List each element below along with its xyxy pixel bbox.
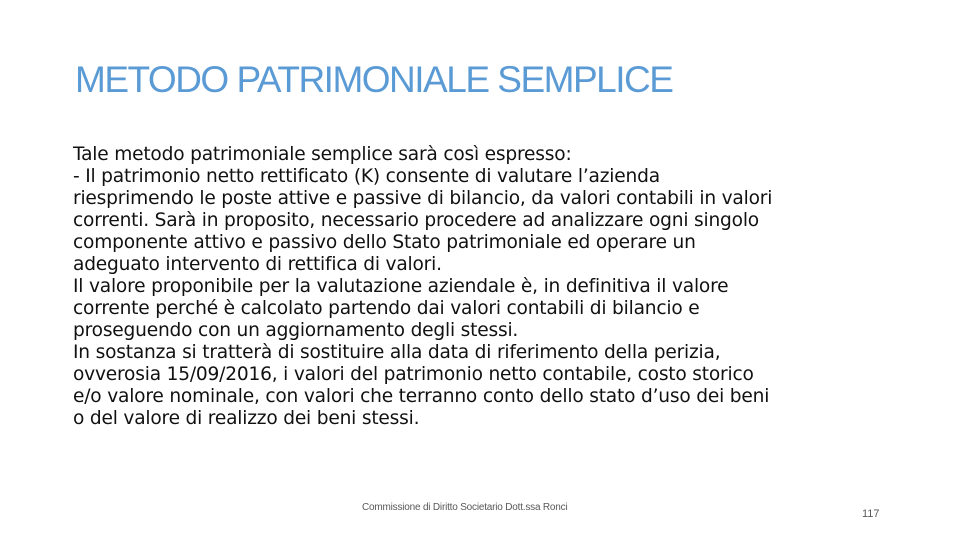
body-line: riesprimendo le poste attive e passive di bilancio, da valori contabili in valori	[73, 188, 773, 209]
slide-body-text	[73, 144, 908, 430]
body-line: Il valore proponibile per la valutazione aziendale è, in definitiva il valore	[73, 276, 729, 297]
body-line: Tale metodo patrimoniale semplice sarà così espresso:	[73, 144, 572, 165]
body-line: o del valore di realizzo dei beni stessi.	[73, 408, 420, 429]
page-number: 117	[862, 508, 880, 520]
body-line: - Il patrimonio netto rettificato (K) consente di valutare l’azienda	[73, 166, 660, 187]
body-line: ovverosia 15/09/2016, i valori del patrimonio netto contabile, costo storico	[73, 364, 754, 385]
slide-footer: Commissione di Diritto Societario Dott.ssa Ronci	[362, 502, 568, 513]
body-line: e/o valore nominale, con valori che terranno conto dello stato d’uso dei beni	[73, 386, 770, 407]
body-line: corrente perché è calcolato partendo dai valori contabili di bilancio e	[73, 298, 700, 319]
body-line: componente attivo e passivo dello Stato patrimoniale ed operare un	[73, 232, 696, 253]
body-line: correnti. Sarà in proposito, necessario procedere ad analizzare ogni singolo	[73, 210, 759, 231]
slide-title: METODO PATRIMONIALE SEMPLICE	[75, 59, 673, 100]
body-line: In sostanza si tratterà di sostituire alla data di riferimento della perizia,	[73, 342, 721, 363]
body-line: adeguato intervento di rettifica di valori.	[73, 254, 442, 275]
body-line: proseguendo con un aggiornamento degli stessi.	[73, 320, 519, 341]
